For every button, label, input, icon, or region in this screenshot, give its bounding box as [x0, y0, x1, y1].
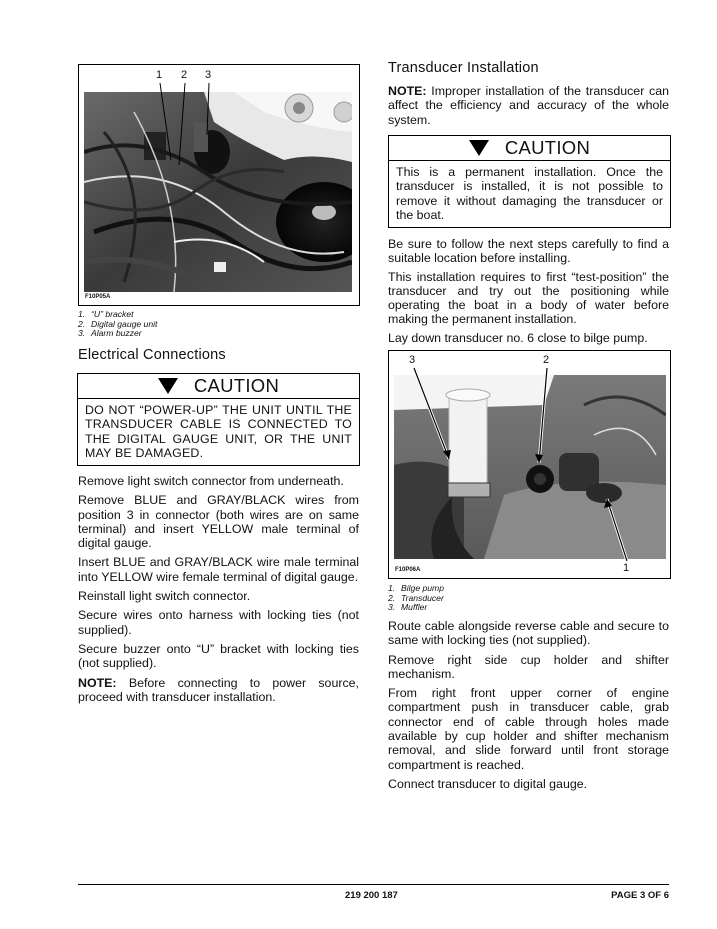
callout-2: 2 [543, 354, 550, 366]
section-heading-electrical: Electrical Connections [78, 347, 226, 363]
paragraph: Reinstall light switch connector. [78, 589, 251, 604]
note-paragraph [388, 84, 669, 127]
note-paragraph [78, 676, 359, 705]
note-text: Improper installation of the transducer can affect the efficiency and accuracy of the whole system. [388, 84, 669, 127]
legend-item: 2. Transducer [388, 592, 444, 603]
paragraph: Remove light switch connector from underneath. [78, 474, 344, 488]
callout-3: 3 [409, 354, 416, 366]
footer-rule [78, 884, 669, 885]
paragraph: Secure wires onto harness with locking ties (not supplied). [78, 608, 359, 637]
footer-part-number: 219 200 187 [345, 890, 398, 901]
legend-item: 1. Bilge pump [388, 583, 444, 593]
callout-1: 1 [156, 69, 163, 81]
paragraph: Secure buzzer onto “U” bracket with locking ties (not supplied). [78, 641, 359, 671]
warning-triangle-icon [469, 140, 489, 156]
figure-bilge-photo [388, 350, 671, 579]
callout-1: 1 [623, 562, 630, 574]
paragraph: Insert BLUE and GRAY/BLACK wire male terminal into YELLOW wire female terminal of digital gauge. [78, 555, 359, 584]
legend-item: 3. Alarm buzzer [78, 328, 142, 339]
figure1-legend [78, 310, 157, 339]
right-paragraphs-top [388, 237, 669, 345]
section-heading-transducer: Transducer Installation [388, 60, 539, 76]
note-label: NOTE: [388, 84, 427, 98]
paragraph: Route cable alongside reverse cable and secure to same with locking ties (not supplied). [388, 619, 669, 648]
figure2-legend [388, 584, 444, 613]
caution-box-electrical [77, 373, 360, 466]
paragraph: Remove BLUE and GRAY/BLACK wires from position 3 in connector (both wires are on same terminal) and insert YELLOW male terminal of digital gauge. [78, 493, 359, 551]
paragraph: Connect transducer to digital gauge. [388, 776, 588, 791]
footer-page-number: PAGE 3 OF 6 [611, 890, 669, 901]
warning-triangle-icon [158, 378, 178, 394]
caution-title: CAUTION [504, 137, 591, 158]
caution-text: DO NOT “POWER-UP” THE UNIT UNTIL THE TRANSDUCER CABLE IS CONNECTED TO THE DIGITAL GAUGE UNIT, OR THE UNIT MAY BE DAMAGED. [85, 403, 352, 460]
caution-title: CAUTION [193, 375, 280, 396]
caution-box-transducer [388, 135, 671, 228]
note-label: NOTE: [78, 675, 117, 690]
paragraph: From right front upper corner of engine compartment push in transducer cable, grab connector end of cable through holes made available by cup holder and shifter mechanism removal, and slide forward until front storage compartment is reached. [388, 686, 669, 772]
callout-3: 3 [205, 69, 212, 81]
right-paragraphs-bottom [388, 619, 669, 791]
paragraph: Remove right side cup holder and shifter mechanism. [388, 652, 669, 681]
note-text: Before connecting to power source, proceed with transducer installation. [78, 675, 359, 704]
figure-wiring-photo [78, 64, 360, 306]
callout-2: 2 [181, 69, 188, 81]
caution-header [389, 136, 670, 161]
callout-leaders [79, 65, 359, 305]
caution-text: This is a permanent installation. Once the transducer is installed, it is not possible to remove it without damaging the transducer or the boat. [396, 165, 663, 222]
paragraph: Be sure to follow the next steps carefully to find a suitable location before installing. [388, 237, 669, 266]
caution-header [78, 374, 359, 399]
left-paragraphs [78, 474, 359, 704]
legend-item: 3. Muffler [388, 602, 428, 613]
legend-item: 1. “U” bracket [78, 309, 134, 319]
callout-leaders [389, 351, 670, 578]
paragraph: This installation requires to first “test-position” the transducer and try out the positioning while operating the boat in a body of water before making the permanent installation. [388, 269, 669, 327]
legend-item: 2. Digital gauge unit [78, 318, 158, 329]
figure-code: F10P06A [395, 567, 421, 573]
figure-code: F10P05A [85, 294, 111, 300]
paragraph: Lay down transducer no. 6 close to bilge pump. [388, 330, 648, 345]
